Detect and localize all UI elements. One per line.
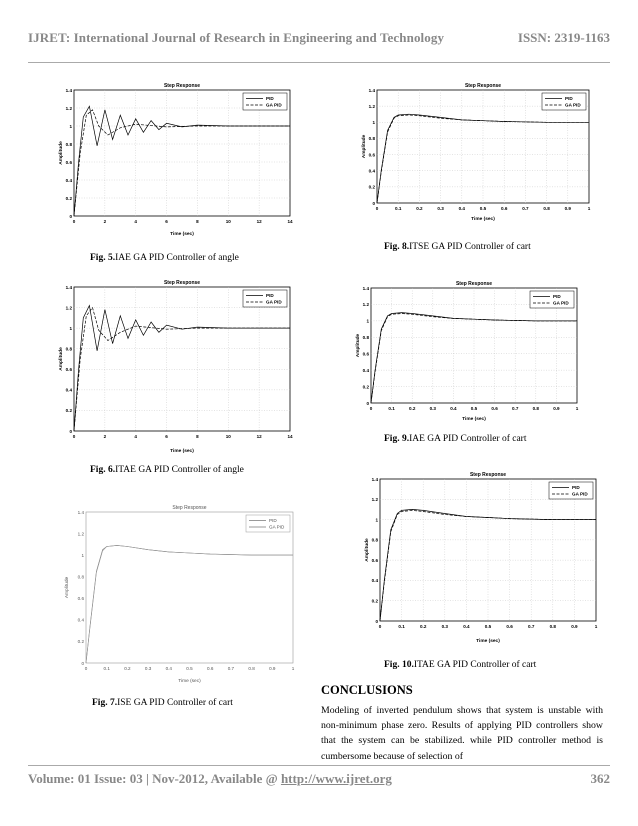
x-tick-label: 0.3: [441, 624, 448, 629]
footer-volume: Volume: 01 Issue: 03 | Nov-2012, Available @ http://www.ijret.org: [28, 771, 392, 786]
x-tick-label: 0.9: [269, 666, 276, 671]
y-tick-label: 1.2: [362, 302, 369, 308]
footer-rule: [28, 765, 610, 766]
figure-10-caption: Fig. 10.ITAE GA PID Controller of cart: [384, 660, 537, 670]
x-tick-label: 0.7: [528, 624, 535, 629]
x-tick-label: 0: [72, 219, 76, 224]
y-tick-label: 0.8: [65, 141, 72, 147]
x-tick-label: 12: [256, 219, 262, 224]
x-tick-label: 0.8: [543, 206, 550, 211]
chart-title: Step Response: [464, 83, 502, 89]
x-tick-label: 0.2: [420, 624, 427, 629]
x-tick-label: 1: [575, 406, 579, 411]
x-tick-label: 8: [196, 219, 199, 224]
y-tick-label: 0.4: [362, 367, 369, 373]
x-tick-label: 0.8: [549, 624, 556, 629]
y-tick-label: 0.8: [368, 136, 375, 142]
x-tick-label: 0.2: [124, 666, 131, 671]
figure-7-chart: [54, 490, 299, 685]
y-tick-label: 0: [375, 618, 378, 624]
chart-title: Step Response: [469, 472, 507, 478]
figure-8-chart: [355, 78, 595, 223]
y-tick-label: 0.4: [77, 617, 84, 623]
x-tick-label: 0.8: [532, 406, 539, 411]
figure-9-chart: [343, 278, 583, 423]
legend-label: GA PID: [565, 102, 581, 108]
x-tick-label: 1: [594, 624, 598, 629]
chart-title: Step Response: [172, 505, 207, 511]
x-tick-label: 0.6: [207, 666, 214, 671]
y-axis-label: Amplitude: [65, 576, 70, 599]
chart-svg: [56, 78, 296, 238]
y-tick-label: 1.4: [77, 509, 84, 515]
figure-6-caption: Fig. 6.ITAE GA PID Controller of angle: [90, 465, 244, 475]
y-tick-label: 1.2: [368, 103, 375, 109]
y-tick-label: 0.6: [371, 557, 378, 563]
x-tick-label: 2: [103, 219, 107, 224]
header-rule: [28, 62, 610, 63]
y-axis-label: Amplitude: [356, 333, 361, 358]
figure-7-caption: Fig. 7.ISE GA PID Controller of cart: [92, 698, 233, 708]
y-tick-label: 0.4: [65, 177, 72, 183]
chart-title: Step Response: [163, 280, 201, 286]
y-tick-label: 1: [372, 120, 375, 126]
y-tick-label: 1.4: [368, 87, 375, 93]
x-tick-label: 0.7: [512, 406, 519, 411]
y-tick-label: 1.2: [77, 531, 84, 537]
x-tick-label: 6: [165, 219, 168, 224]
y-tick-label: 1.2: [65, 305, 72, 311]
chart-svg: [352, 467, 602, 645]
legend-label: PID: [266, 293, 274, 299]
y-tick-label: 1: [69, 123, 72, 129]
figure-5-caption: Fig. 5.IAE GA PID Controller of angle: [90, 253, 239, 263]
x-tick-label: 0.7: [227, 666, 235, 671]
y-tick-label: 1: [366, 318, 369, 324]
y-tick-label: 1: [375, 517, 378, 523]
journal-title: IJRET: International Journal of Research in Engineering and Technology: [28, 30, 445, 45]
figure-9-caption: Fig. 9.IAE GA PID Controller of cart: [384, 434, 527, 444]
x-axis-label: Time (sec): [462, 417, 486, 422]
x-tick-label: 12: [256, 434, 262, 439]
chart-svg: [343, 278, 583, 423]
x-tick-label: 6: [165, 434, 168, 439]
legend-label: PID: [572, 485, 580, 491]
y-tick-label: 1.4: [65, 284, 72, 290]
x-tick-label: 0.2: [409, 406, 416, 411]
x-tick-label: 0: [378, 624, 382, 629]
x-tick-label: 4: [134, 219, 137, 224]
x-tick-label: 0.7: [522, 206, 529, 211]
y-tick-label: 0.4: [65, 387, 72, 393]
x-tick-label: 14: [287, 434, 293, 439]
x-axis-label: Time (sec): [178, 679, 201, 684]
y-tick-label: 1.4: [362, 285, 369, 291]
x-tick-label: 0.3: [429, 406, 436, 411]
x-tick-label: 0.5: [484, 624, 492, 629]
y-tick-label: 0: [366, 400, 369, 406]
y-tick-label: 0.2: [371, 598, 378, 604]
x-tick-label: 8: [196, 434, 199, 439]
x-tick-label: 10: [225, 219, 231, 224]
y-tick-label: 1: [69, 325, 72, 331]
y-tick-label: 0.2: [368, 184, 375, 190]
x-tick-label: 0.1: [388, 406, 395, 411]
x-tick-label: 4: [134, 434, 137, 439]
y-tick-label: 0.2: [65, 195, 72, 201]
x-tick-label: 0.3: [144, 666, 152, 671]
x-tick-label: 0.3: [437, 206, 444, 211]
x-tick-label: 0.4: [463, 624, 470, 629]
legend-label: GA PID: [553, 300, 569, 306]
chart-svg: [355, 78, 595, 223]
legend-label: GA PID: [269, 524, 285, 530]
x-axis-label: Time (sec): [471, 217, 495, 222]
x-tick-label: 1: [587, 206, 591, 211]
y-tick-label: 1.4: [371, 476, 378, 482]
y-tick-label: 0.6: [65, 367, 72, 373]
x-tick-label: 0.6: [491, 406, 498, 411]
x-tick-label: 0: [72, 434, 76, 439]
page-header: [28, 10, 610, 60]
y-tick-label: 0: [69, 428, 72, 434]
x-tick-label: 0.4: [450, 406, 457, 411]
y-tick-label: 1.2: [371, 497, 378, 503]
x-tick-label: 0.9: [564, 206, 571, 211]
x-tick-label: 0.2: [416, 206, 423, 211]
y-tick-label: 1: [81, 552, 84, 558]
journal-link[interactable]: http://www.ijret.org: [280, 771, 392, 786]
y-tick-label: 0: [372, 200, 375, 206]
chart-title: Step Response: [163, 83, 201, 89]
y-tick-label: 0.2: [362, 384, 369, 390]
legend-label: PID: [565, 96, 573, 102]
x-tick-label: 0.1: [103, 666, 110, 671]
y-tick-label: 0.8: [77, 574, 84, 580]
y-tick-label: 0.4: [368, 168, 375, 174]
x-tick-label: 0.5: [479, 206, 487, 211]
x-tick-label: 0.8: [248, 666, 255, 671]
legend-label: GA PID: [266, 299, 282, 305]
legend-label: PID: [553, 294, 561, 300]
x-tick-label: 0.9: [553, 406, 560, 411]
y-axis-label: Amplitude: [365, 538, 370, 562]
x-tick-label: 0: [84, 666, 88, 671]
y-tick-label: 0.2: [65, 408, 72, 414]
figure-5-chart: [56, 78, 296, 238]
x-axis-label: Time (sec): [476, 639, 500, 644]
y-tick-label: 0.4: [371, 578, 378, 584]
y-axis-label: Amplitude: [59, 141, 64, 165]
legend-label: PID: [269, 518, 277, 524]
x-axis-label: Time (sec): [170, 449, 194, 454]
y-tick-label: 1.2: [65, 105, 72, 111]
x-tick-label: 0.9: [571, 624, 578, 629]
x-tick-label: 0.5: [470, 406, 478, 411]
y-tick-label: 0.2: [77, 639, 84, 645]
y-tick-label: 0.6: [362, 351, 369, 357]
chart-svg: [54, 490, 299, 685]
y-tick-label: 0.8: [65, 346, 72, 352]
x-tick-label: 0: [369, 406, 373, 411]
plot-frame: [74, 287, 290, 431]
legend-label: PID: [266, 96, 274, 102]
conclusions-heading: CONCLUSIONS: [321, 683, 413, 697]
plot-frame: [86, 512, 293, 663]
x-tick-label: 0.6: [501, 206, 508, 211]
y-tick-label: 0: [69, 213, 72, 219]
issn: ISSN: 2319-1163: [517, 30, 610, 45]
x-tick-label: 1: [291, 666, 295, 671]
figure-10-chart: [352, 467, 602, 645]
x-tick-label: 14: [287, 219, 293, 224]
x-tick-label: 0.4: [165, 666, 172, 671]
page-number: 362: [590, 771, 610, 786]
x-tick-label: 0.5: [186, 666, 193, 671]
y-tick-label: 0: [81, 660, 84, 666]
x-tick-label: 0.1: [398, 624, 405, 629]
y-tick-label: 0.6: [65, 159, 72, 165]
x-axis-label: Time (sec): [170, 232, 194, 237]
figure-8-caption: Fig. 8.ITSE GA PID Controller of cart: [384, 242, 531, 252]
legend-label: GA PID: [266, 102, 282, 108]
y-axis-label: Amplitude: [59, 347, 64, 371]
figure-6-chart: [56, 275, 296, 455]
x-tick-label: 10: [225, 434, 231, 439]
conclusions-paragraph: Modeling of inverted pendulum shows that system is unstable with non-minimum phase zero. Results of applying PID controllers show that the system can be stabilized. while PID controller method is cumbersome because of selection of: [321, 705, 603, 762]
y-tick-label: 0.8: [371, 537, 378, 543]
y-tick-label: 1.4: [65, 87, 72, 93]
chart-title: Step Response: [455, 281, 493, 287]
x-tick-label: 2: [103, 434, 107, 439]
y-tick-label: 0.8: [362, 335, 369, 341]
x-tick-label: 0.4: [458, 206, 465, 211]
legend-label: GA PID: [572, 491, 588, 497]
x-tick-label: 0.6: [506, 624, 513, 629]
y-tick-label: 0.6: [77, 596, 84, 602]
x-tick-label: 0.1: [395, 206, 402, 211]
x-tick-label: 0: [375, 206, 379, 211]
y-axis-label: Amplitude: [362, 134, 367, 159]
chart-svg: [56, 275, 296, 455]
y-tick-label: 0.6: [368, 152, 375, 158]
